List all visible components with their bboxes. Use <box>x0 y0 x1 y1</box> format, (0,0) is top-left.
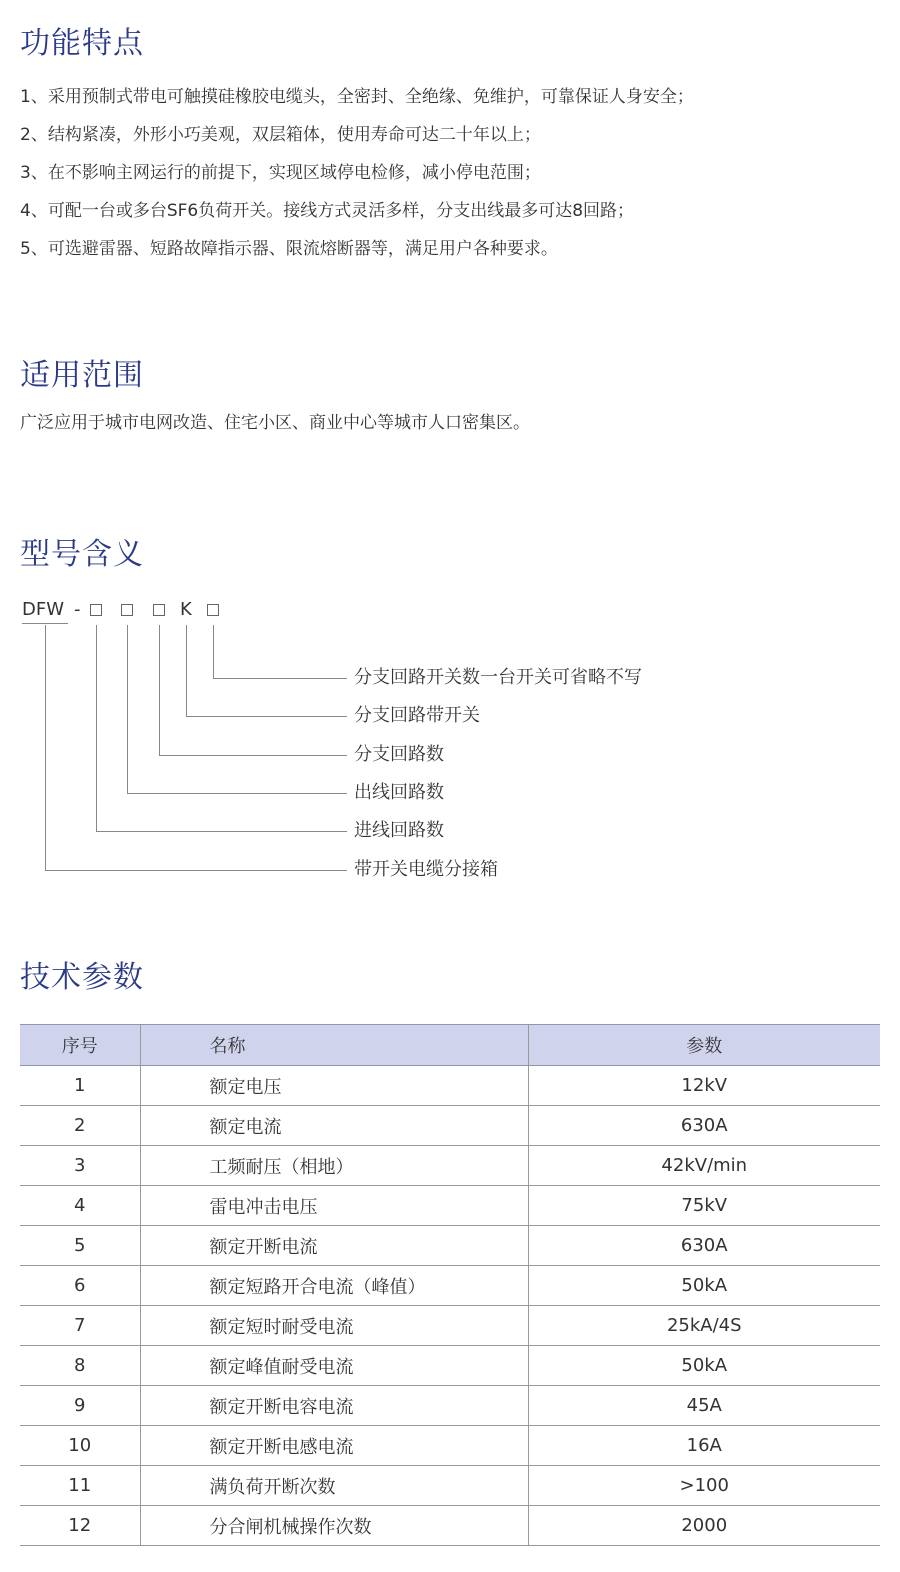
row-name: 额定峰值耐受电流 <box>140 1346 528 1386</box>
connector-h-3 <box>159 755 347 756</box>
connector-v-4 <box>127 625 128 793</box>
row-value: 630A <box>528 1226 880 1266</box>
model-label-1: 分支回路开关数一台开关可省略不写 <box>354 667 642 688</box>
row-name: 额定短路开合电流（峰值） <box>140 1266 528 1306</box>
features-title: 功能特点 <box>20 26 144 61</box>
connector-v-1 <box>213 625 214 678</box>
model-label-2: 分支回路带开关 <box>354 705 480 726</box>
connector-h-4 <box>127 793 347 794</box>
row-index: 9 <box>20 1386 140 1426</box>
scope-title: 适用范围 <box>20 358 144 393</box>
table-row <box>20 1466 880 1506</box>
row-index: 6 <box>20 1266 140 1306</box>
code-box-3 <box>153 604 165 616</box>
table-row <box>20 1186 880 1226</box>
model-k-letter: K <box>180 599 192 620</box>
model-label-6: 带开关电缆分接箱 <box>354 859 498 880</box>
row-index: 11 <box>20 1466 140 1506</box>
model-label-3: 分支回路数 <box>354 744 444 765</box>
table-row <box>20 1146 880 1186</box>
row-name: 额定电流 <box>140 1106 528 1146</box>
row-index: 3 <box>20 1146 140 1186</box>
row-value: 12kV <box>528 1066 880 1106</box>
code-box-2 <box>121 604 133 616</box>
row-index: 4 <box>20 1186 140 1226</box>
feature-item-3: 3、在不影响主网运行的前提下，实现区域停电检修，减小停电范围； <box>20 163 541 183</box>
row-name: 雷电冲击电压 <box>140 1186 528 1226</box>
row-name: 额定短时耐受电流 <box>140 1306 528 1346</box>
row-index: 8 <box>20 1346 140 1386</box>
row-index: 12 <box>20 1506 140 1546</box>
table-row <box>20 1306 880 1346</box>
feature-item-2: 2、结构紧凑，外形小巧美观，双层箱体，使用寿命可达二十年以上； <box>20 125 541 145</box>
specs-title: 技术参数 <box>20 960 144 995</box>
table-row <box>20 1226 880 1266</box>
row-value: 75kV <box>528 1186 880 1226</box>
model-label-5: 进线回路数 <box>354 820 444 841</box>
row-name: 额定开断电流 <box>140 1226 528 1266</box>
model-dash: - <box>74 599 81 620</box>
row-index: 10 <box>20 1426 140 1466</box>
connector-v-6 <box>45 625 46 870</box>
model-title: 型号含义 <box>20 537 144 572</box>
feature-item-5: 5、可选避雷器、短路故障指示器、限流熔断器等，满足用户各种要求。 <box>20 239 558 259</box>
row-value: 42kV/min <box>528 1146 880 1186</box>
connector-v-2 <box>186 625 187 716</box>
row-value: 25kA/4S <box>528 1306 880 1346</box>
row-index: 7 <box>20 1306 140 1346</box>
feature-item-4: 4、可配一台或多台SF6负荷开关。接线方式灵活多样，分支出线最多可达8回路； <box>20 201 635 221</box>
connector-h-2 <box>186 716 347 717</box>
specs-table <box>20 1024 880 1546</box>
row-name: 额定电压 <box>140 1066 528 1106</box>
row-value: 630A <box>528 1106 880 1146</box>
row-index: 1 <box>20 1066 140 1106</box>
connector-h-5 <box>96 831 347 832</box>
row-value: 50kA <box>528 1346 880 1386</box>
row-value: 45A <box>528 1386 880 1426</box>
model-prefix: DFW <box>22 599 65 620</box>
table-row <box>20 1266 880 1306</box>
row-name: 额定开断电感电流 <box>140 1426 528 1466</box>
table-row <box>20 1386 880 1426</box>
feature-item-1: 1、采用预制式带电可触摸硅橡胶电缆头，全密封、全绝缘、免维护，可靠保证人身安全； <box>20 87 694 107</box>
code-box-4 <box>207 604 219 616</box>
row-index: 2 <box>20 1106 140 1146</box>
table-row <box>20 1346 880 1386</box>
table-header-row <box>20 1025 880 1066</box>
model-label-4: 出线回路数 <box>354 782 444 803</box>
header-name: 名称 <box>140 1025 528 1066</box>
header-index: 序号 <box>20 1025 140 1066</box>
row-name: 工频耐压（相地） <box>140 1146 528 1186</box>
connector-h-6 <box>45 870 347 871</box>
row-index: 5 <box>20 1226 140 1266</box>
connector-h-1 <box>213 678 347 679</box>
connector-v-3 <box>159 625 160 755</box>
prefix-underline <box>22 623 68 624</box>
row-value: 2000 <box>528 1506 880 1546</box>
table-row <box>20 1106 880 1146</box>
connector-v-5 <box>96 625 97 831</box>
table-row <box>20 1426 880 1466</box>
header-value: 参数 <box>528 1025 880 1066</box>
row-name: 分合闸机械操作次数 <box>140 1506 528 1546</box>
table-row <box>20 1506 880 1546</box>
row-value: >100 <box>528 1466 880 1506</box>
row-name: 额定开断电容电流 <box>140 1386 528 1426</box>
scope-text: 广泛应用于城市电网改造、住宅小区、商业中心等城市人口密集区。 <box>20 413 530 433</box>
row-value: 50kA <box>528 1266 880 1306</box>
row-name: 满负荷开断次数 <box>140 1466 528 1506</box>
code-box-1 <box>90 604 102 616</box>
row-value: 16A <box>528 1426 880 1466</box>
table-row <box>20 1066 880 1106</box>
